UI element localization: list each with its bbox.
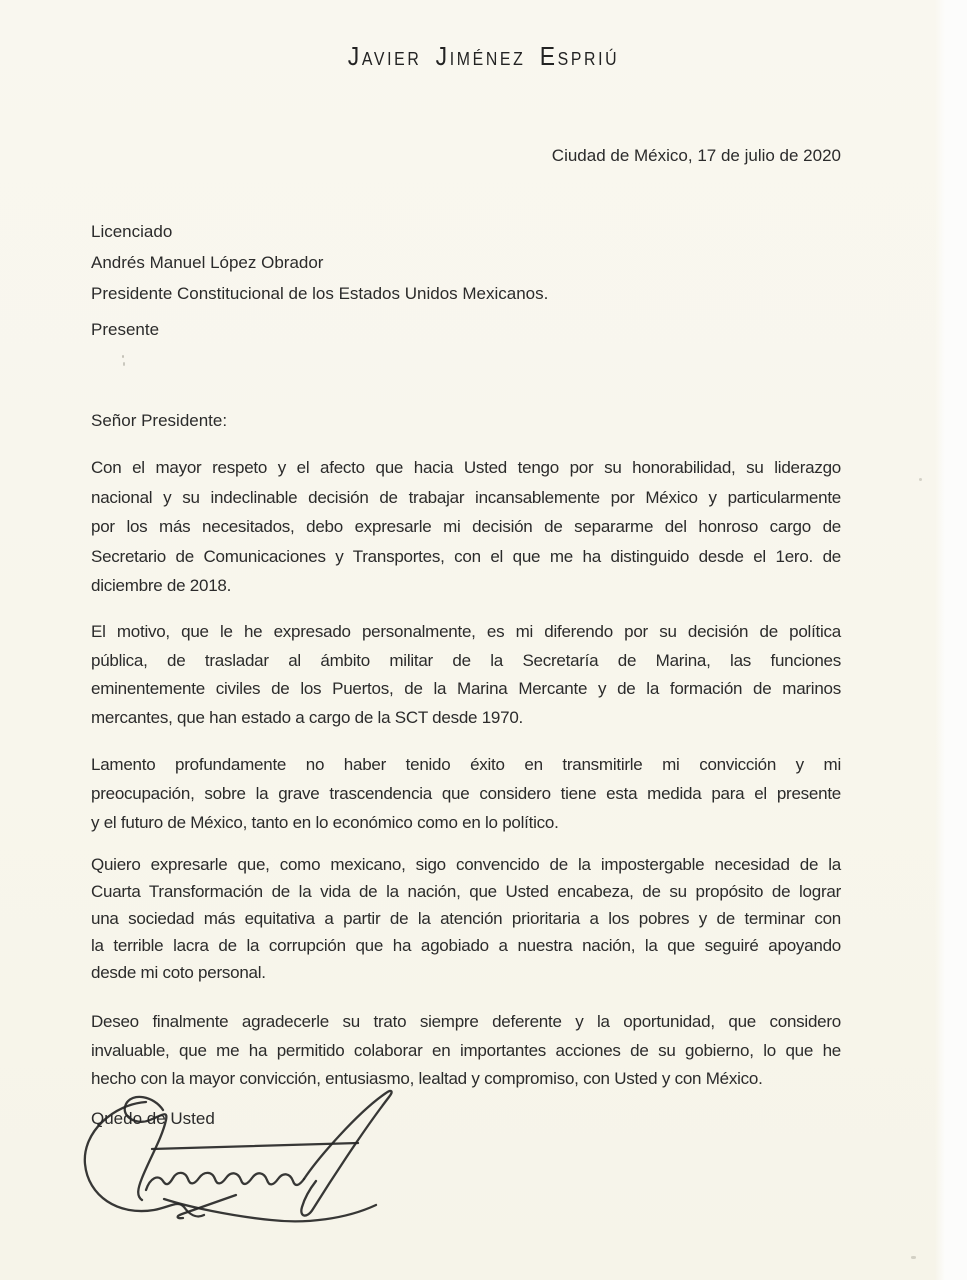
paragraph-line: Secretario de Comunicaciones y Transportes, con el que me ha distinguido desde el 1ero. de: [91, 546, 841, 566]
paragraph-line: Deseo finalmente agradecerle su trato siempre deferente y la oportunidad, que considero: [91, 1012, 841, 1031]
recipient-line: Andrés Manuel López Obrador: [91, 253, 324, 272]
paragraph: [91, 453, 841, 601]
dateline: Ciudad de México, 17 de julio de 2020: [551, 146, 841, 165]
paragraph-line: Quiero expresarle que, como mexicano, sigo convencido de la impostergable necesidad de la: [91, 855, 841, 874]
scan-speck: [919, 478, 922, 481]
paragraph-line: hecho con la mayor convicción, entusiasmo, lealtad y compromiso, con Usted y con México.: [91, 1069, 763, 1088]
paragraph: [91, 1008, 841, 1094]
paragraph-line: la terrible lacra de la corrupción que ha agobiado a nuestra nación, la que seguiré apoyando: [91, 936, 841, 955]
paragraph-line: mercantes, que han estado a cargo de la SCT desde 1970.: [91, 707, 524, 727]
paragraph-line: Lamento profundamente no haber tenido éxito en transmitirle mi convicción y mi: [91, 755, 841, 774]
paragraph-line: eminentemente civiles de los Puertos, de la Marina Mercante y de la formación de marinos: [91, 679, 841, 698]
recipient-presente: Presente: [91, 320, 160, 339]
paragraph-line: pública, de trasladar al ámbito militar de la Secretaría de Marina, las funciones: [91, 650, 841, 670]
paragraph-line: por los más necesitados, debo expresarle mi decisión de separarme del honroso cargo de: [91, 517, 841, 536]
paragraph-line: nacional y su indeclinable decisión de trabajar incansablemente por México y particularmente: [91, 487, 841, 507]
paragraph: [91, 750, 841, 837]
scan-speck: [122, 355, 124, 358]
paragraph-line: Cuarta Transformación de la vida de la nación, que Usted encabeza, de su propósito de lograr: [91, 882, 841, 901]
paragraph-line: una sociedad más equitativa a partir de la atención prioritaria a los pobres y de terminar con: [91, 909, 841, 928]
paragraph-line: preocupación, sobre la grave trascendencia que considero tiene esta medida para el presente: [91, 784, 841, 803]
paragraph-line: diciembre de 2018.: [91, 576, 232, 595]
paragraph-line: El motivo, que le he expresado personalmente, es mi diferendo por su decisión de política: [91, 622, 841, 641]
handwritten-signature: [64, 1084, 404, 1230]
scan-speck: [123, 362, 125, 366]
salutation: Señor Presidente:: [91, 411, 228, 430]
letterhead-name: Javier Jiménez Espriú: [347, 41, 620, 71]
recipient-line: Presidente Constitucional de los Estados Unidos Mexicanos.: [91, 284, 549, 303]
paragraph-line: Con el mayor respeto y el afecto que hacia Usted tengo por su honorabilidad, su liderazgo: [91, 458, 841, 477]
scan-speck: [911, 1256, 916, 1259]
paragraph: [91, 618, 841, 732]
paragraph: [91, 851, 841, 986]
paragraph-line: desde mi coto personal.: [91, 963, 266, 982]
valediction: Quedo de Usted: [91, 1109, 215, 1128]
paragraph-line: invaluable, que me ha permitido colaborar en importantes acciones de su gobierno, lo que he: [91, 1040, 841, 1060]
recipient-line: Licenciado: [91, 222, 173, 241]
scanner-edge-strip: [935, 0, 967, 1280]
recipient-block: [91, 216, 548, 309]
paragraph-line: y el futuro de México, tanto en lo económico como en lo político.: [91, 813, 559, 832]
